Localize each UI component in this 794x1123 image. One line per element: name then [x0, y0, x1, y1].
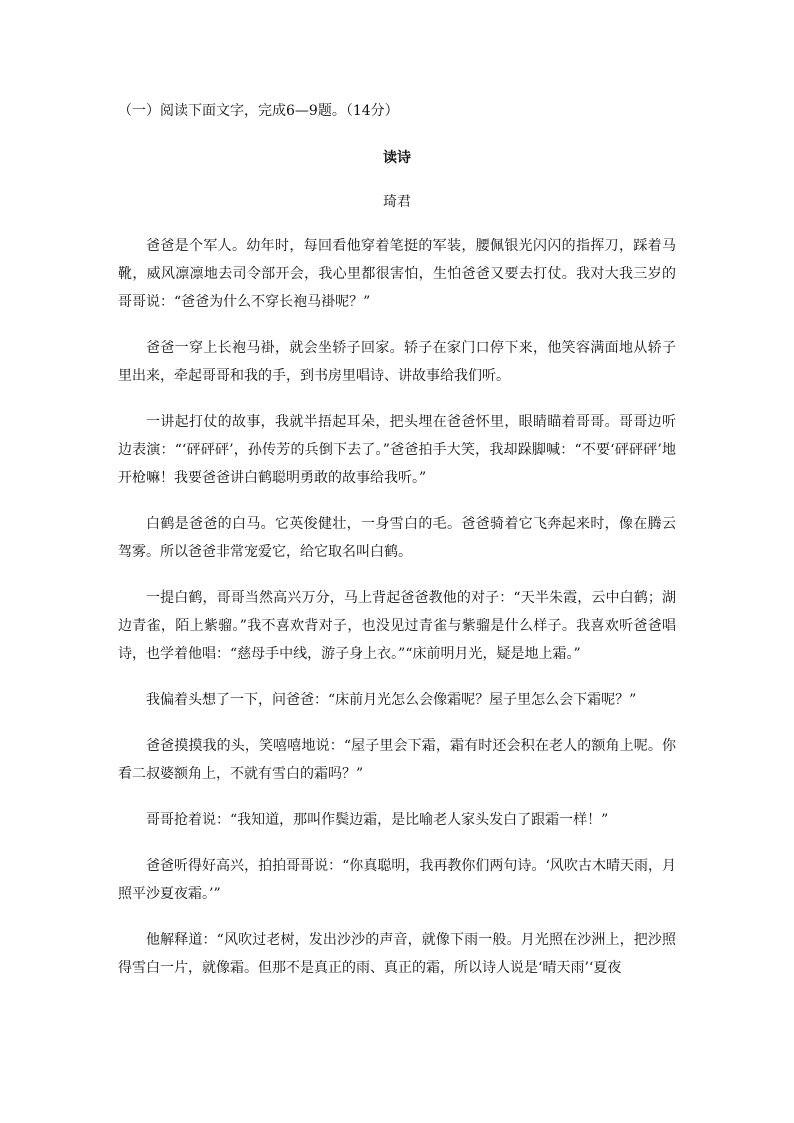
paragraph: 他解释道：“风吹过老树，发出沙沙的声音，就像下雨一般。月光照在沙洲上，把沙照得雪白一片，就像霜。但那不是真正的雨、真正的霜，所以诗人说是‘晴天雨’‘夏夜: [118, 932, 676, 976]
article-author: 琦君: [383, 194, 411, 210]
paragraph: 爸爸听得好高兴，拍拍哥哥说：“你真聪明，我再教你们两句诗。‘风吹古木晴天雨，月照平沙夏夜霜。’”: [118, 858, 676, 902]
paragraph: 一提白鹤，哥哥当然高兴万分，马上背起爸爸教他的对子：“天半朱霞，云中白鹤；湖边青雀，陌上紫骝。”我不喜欢背对子，也没见过青雀与紫骝是什么样子。我喜欢听爸爸唱诗，也学着他唱：“慈母手中线，游子身上衣。”“床前明月光，疑是地上霜。”: [118, 590, 676, 662]
paragraph: 爸爸是个军人。幼年时，每回看他穿着笔挺的军装，腰佩银光闪闪的指挥刀，踩着马靴，威风凛凛地去司令部开会，我心里都很害怕，生怕爸爸又要去打仗。我对大我三岁的哥哥说：“爸爸为什么不穿长袍马褂呢？”: [118, 238, 676, 310]
article-title: 读诗: [383, 150, 411, 166]
question-intro: （一）阅读下面文字，完成6—9题。（14分）: [118, 103, 399, 119]
paragraph: 我偏着头想了一下，问爸爸：“床前月光怎么会像霜呢？屋子里怎么会下霜呢？”: [146, 692, 637, 708]
paragraph: 哥哥抢着说：“我知道，那叫作鬓边霜，是比喻老人家头发白了跟霜一样！”: [146, 812, 609, 828]
paragraph: 一讲起打仗的故事，我就半捂起耳朵，把头埋在爸爸怀里，眼睛瞄着哥哥。哥哥边听边表演：“‘砰砰砰’，孙传芳的兵倒下去了。”爸爸拍手大笑，我却跺脚喊：“不要‘砰砰砰’地开枪嘛！我要爸爸讲白鹤聪明勇敢的故事给我听。”: [118, 414, 676, 486]
paragraph: 爸爸摸摸我的头，笑嘻嘻地说：“屋子里会下霜，霜有时还会积在老人的额角上呢。你看二叔婆额角上，不就有雪白的霜吗？”: [118, 738, 676, 782]
paragraph: 白鹤是爸爸的白马。它英俊健壮，一身雪白的毛。爸爸骑着它飞奔起来时，像在腾云驾雾。所以爸爸非常宠爱它，给它取名叫白鹤。: [118, 516, 676, 560]
paragraph: 爸爸一穿上长袍马褂，就会坐轿子回家。轿子在家门口停下来，他笑容满面地从轿子里出来，牵起哥哥和我的手，到书房里唱诗、讲故事给我们听。: [118, 340, 676, 384]
article-body: [118, 232, 676, 982]
